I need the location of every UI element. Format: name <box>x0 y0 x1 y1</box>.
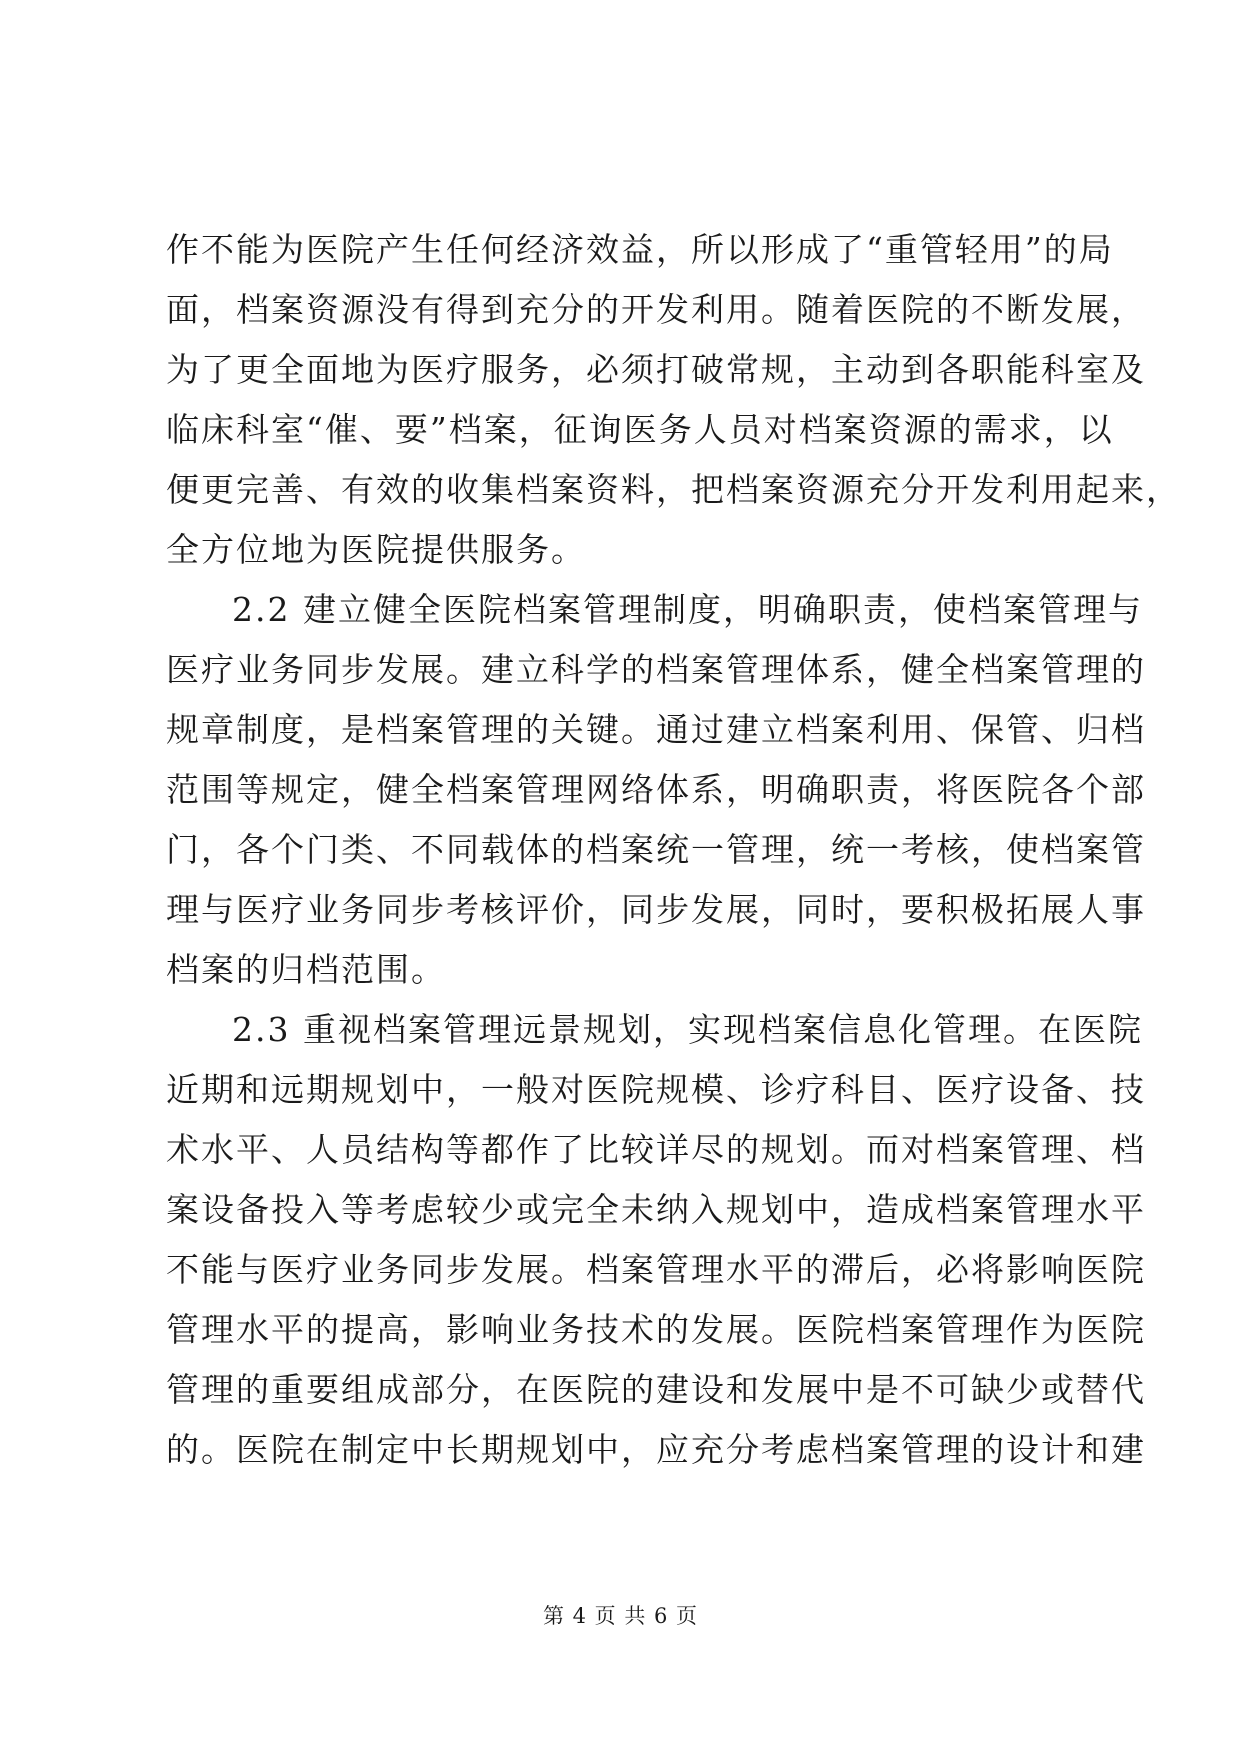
paragraph-continuation <box>166 220 1181 580</box>
text-line: 面，档案资源没有得到充分的开发利用。随着医院的不断发展， <box>166 290 1146 329</box>
text-line: 临床科室“催、要”档案，征询医务人员对档案资源的需求，以 <box>166 410 1114 449</box>
paragraph-section-2-2 <box>166 580 1146 1000</box>
text-line: 规章制度，是档案管理的关键。通过建立档案利用、保管、归档 <box>166 710 1146 749</box>
text-line: 理与医疗业务同步考核评价，同步发展，同时，要积极拓展人事 <box>166 890 1146 929</box>
paragraph-section-2-3 <box>166 1000 1146 1480</box>
text-line: 2.2 建立健全医院档案管理制度，明确职责，使档案管理与 <box>232 590 1143 629</box>
text-line: 档案的归档范围。 <box>166 950 446 989</box>
text-line: 管理的重要组成部分，在医院的建设和发展中是不可缺少或替代 <box>166 1370 1146 1409</box>
text-line: 医疗业务同步发展。建立科学的档案管理体系，健全档案管理的 <box>166 650 1146 689</box>
body-text <box>166 220 1181 1480</box>
text-line: 术水平、人员结构等都作了比较详尽的规划。而对档案管理、档 <box>166 1130 1146 1169</box>
text-line: 全方位地为医院提供服务。 <box>166 530 586 569</box>
text-line: 的。医院在制定中长期规划中，应充分考虑档案管理的设计和建 <box>166 1430 1146 1469</box>
text-line: 作不能为医院产生任何经济效益，所以形成了“重管轻用”的局 <box>166 230 1114 269</box>
text-line: 门，各个门类、不同载体的档案统一管理，统一考核，使档案管 <box>166 830 1146 869</box>
text-line: 案设备投入等考虑较少或完全未纳入规划中，造成档案管理水平 <box>166 1190 1146 1229</box>
text-line: 便更完善、有效的收集档案资料，把档案资源充分开发利用起来， <box>166 470 1181 509</box>
text-line: 近期和远期规划中，一般对医院规模、诊疗科目、医疗设备、技 <box>166 1070 1146 1109</box>
text-line: 2.3 重视档案管理远景规划，实现档案信息化管理。在医院 <box>232 1010 1143 1049</box>
text-line: 不能与医疗业务同步发展。档案管理水平的滞后，必将影响医院 <box>166 1250 1146 1289</box>
text-line: 为了更全面地为医疗服务，必须打破常规，主动到各职能科室及 <box>166 350 1146 389</box>
page-number-footer: 第 4 页 共 6 页 <box>542 1604 699 1628</box>
text-line: 管理水平的提高，影响业务技术的发展。医院档案管理作为医院 <box>166 1310 1146 1349</box>
text-line: 范围等规定，健全档案管理网络体系，明确职责，将医院各个部 <box>166 770 1146 809</box>
